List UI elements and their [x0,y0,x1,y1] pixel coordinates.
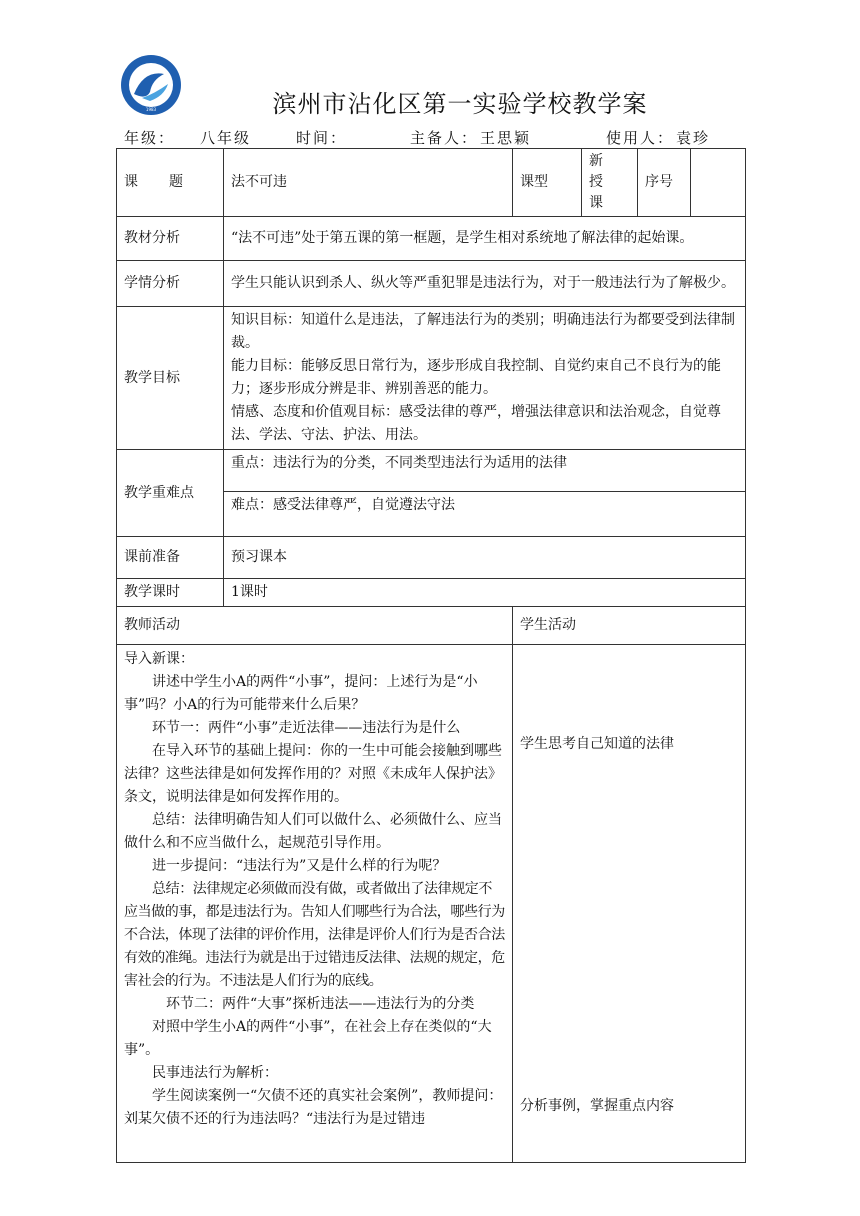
type-value: 新 授 课 [582,149,638,217]
student-activity-cell [513,645,746,1163]
student-activity-header: 学生活动 [513,607,746,645]
teacher-section-2: 环节二：两件“大事”探析违法——违法行为的分类 [166,996,475,1012]
teacher-para-7: 民事违法行为解析： [152,1065,278,1081]
key-point-row [117,450,746,492]
teacher-para-3: 总结：法律明确告知人们可以做什么、必须做什么、应当做什么和不应当做什么，起规范引导作用。 [124,812,502,851]
topic-row [117,149,746,217]
hours-label: 教学课时 [117,579,224,607]
teacher-activity-header: 教师活动 [117,607,513,645]
student-analysis-value: 学生只能认识到杀人、纵火等严重犯罪是违法行为，对于一般违法行为了解极少。 [224,261,746,307]
lesson-plan-table [116,148,746,1163]
goal-ability: 能力目标：能够反思日常行为，逐步形成自我控制、自觉约束自己不良行为的能力；逐步形成分辨是非、辨别善恶的能力。 [231,358,721,397]
teacher-activity-cell [117,645,513,1163]
logo-year: 1983 [145,107,157,112]
preparer-label: 主备人： [410,129,479,147]
goals-label: 教学目标 [117,307,224,450]
material-label: 教材分析 [117,217,224,261]
activity-header-row [117,607,746,645]
goal-knowledge: 知识目标：知道什么是违法，了解违法行为的类别；明确违法行为都要受到法律制裁。 [231,312,735,351]
page-title: 滨州市沾化区第一实验学校教学案 [272,90,648,118]
key-label: 教学重难点 [117,450,224,537]
grade-value: 八年级 [200,129,252,147]
student-analysis-label: 学情分析 [117,261,224,307]
goals-row [117,307,746,450]
goals-cell [224,307,746,450]
serial-value [691,149,746,217]
teacher-para-4: 进一步提问：“违法行为”又是什么样的行为呢？ [152,858,447,874]
topic-value: 法不可违 [224,149,513,217]
goal-emotion: 情感、态度和价值观目标：感受法律的尊严，增强法律意识和法治观念，自觉尊法、学法、守法、护法、用法。 [231,404,721,443]
teacher-para-5: 总结：法律规定必须做而没有做，或者做出了法律规定不应当做的事，都是违法行为。告知人们哪些行为合法，哪些行为不合法，体现了法律的评价作用，法律是评价人们行为是否合法有效的准绳。违法行为就是出于过错违反法律、法规的规定，危害社会的行为。不违法是人们行为的底线。 [124,881,505,989]
school-logo [120,54,182,116]
preparer-value: 王思颖 [480,129,532,147]
hard-point: 难点：感受法律尊严，自觉遵法守法 [224,492,746,537]
user-value: 袁珍 [676,129,711,147]
student-analysis-row [117,261,746,307]
material-value: “法不可违”处于第五课的第一框题，是学生相对系统地了解法律的起始课。 [224,217,746,261]
teacher-section-1: 环节一：两件“小事”走近法律——违法行为是什么 [152,720,461,736]
hours-value: 1课时 [224,579,746,607]
teacher-para-1: 讲述中学生小A的两件“小事”，提问：上述行为是“小事”吗？小A的行为可能带来什么后果？ [124,674,478,713]
teacher-para-2: 在导入环节的基础上提问：你的一生中可能会接触到哪些法律？这些法律是如何发挥作用的？对照《未成年人保护法》条文，说明法律是如何发挥作用的。 [124,743,502,805]
type-label: 课型 [513,149,582,217]
user-label: 使用人： [606,129,675,147]
prep-row [117,537,746,579]
prep-value: 预习课本 [224,537,746,579]
teacher-intro: 导入新课： [124,651,194,667]
activity-body-row [117,645,746,1163]
material-row [117,217,746,261]
serial-label: 序号 [638,149,691,217]
teacher-para-6: 对照中学生小A的两件“小事”，在社会上存在类似的“大事”。 [124,1019,492,1058]
teacher-para-8: 学生阅读案例一“欠债不还的真实社会案例”，教师提问：刘某欠债不还的行为违法吗？“违法行为是过错违 [124,1088,503,1127]
hours-row [117,579,746,607]
topic-label: 课 题 [117,149,224,217]
student-activity-2: 分析事例，掌握重点内容 [520,1098,674,1114]
key-point: 重点：违法行为的分类，不同类型违法行为适用的法律 [224,450,746,492]
prep-label: 课前准备 [117,537,224,579]
time-label: 时间： [296,129,348,147]
student-activity-1: 学生思考自己知道的法律 [520,736,674,752]
grade-label: 年级： [124,129,176,147]
